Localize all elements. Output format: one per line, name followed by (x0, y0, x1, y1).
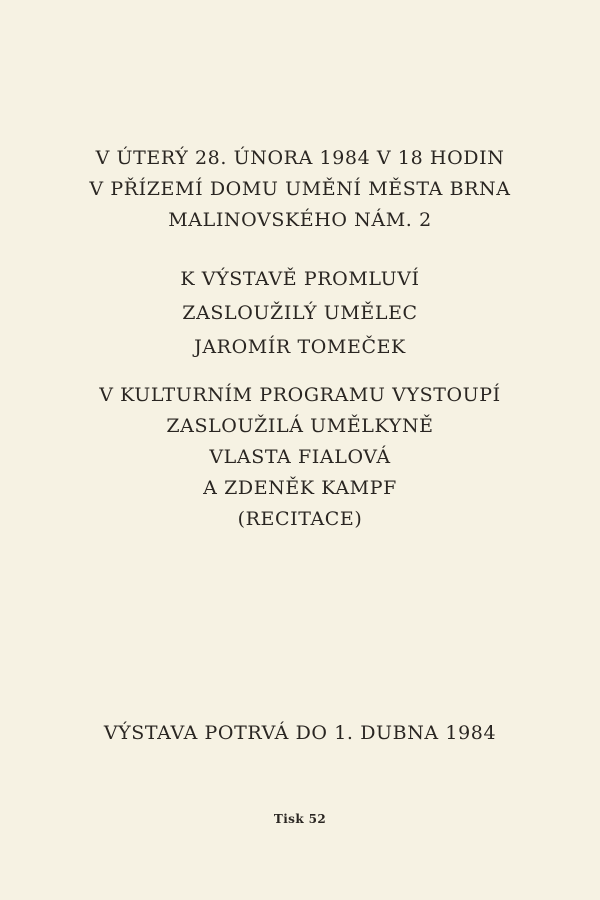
event-details (0, 143, 600, 236)
speaker-name-line: JAROMÍR TOMEČEK (194, 336, 406, 358)
speaker-intro-line: K VÝSTAVĚ PROMLUVÍ (180, 268, 420, 290)
exhibition-duration (0, 720, 600, 746)
speaker-details (0, 262, 600, 364)
speaker-title-line: ZASLOUŽILÝ UMĚLEC (182, 302, 418, 324)
print-note (0, 810, 600, 828)
event-venue-line: V PŘÍZEMÍ DOMU UMĚNÍ MĚSTA BRNA (89, 178, 511, 200)
print-number: Tisk 52 (273, 812, 327, 826)
performance-type-line: (RECITACE) (237, 508, 363, 530)
event-address-line: MALINOVSKÉHO NÁM. 2 (168, 209, 432, 231)
performer-title-line: ZASLOUŽILÁ UMĚLKYNĚ (166, 415, 434, 437)
program-details (0, 380, 600, 535)
duration-line: VÝSTAVA POTRVÁ DO 1. DUBNA 1984 (103, 722, 497, 744)
performer-name-line: VLASTA FIALOVÁ (209, 446, 391, 468)
event-date-line: V ÚTERÝ 28. ÚNORA 1984 V 18 HODIN (95, 147, 505, 169)
program-intro-line: V KULTURNÍM PROGRAMU VYSTOUPÍ (99, 384, 501, 406)
performer-second-line: A ZDENĚK KAMPF (203, 477, 397, 499)
